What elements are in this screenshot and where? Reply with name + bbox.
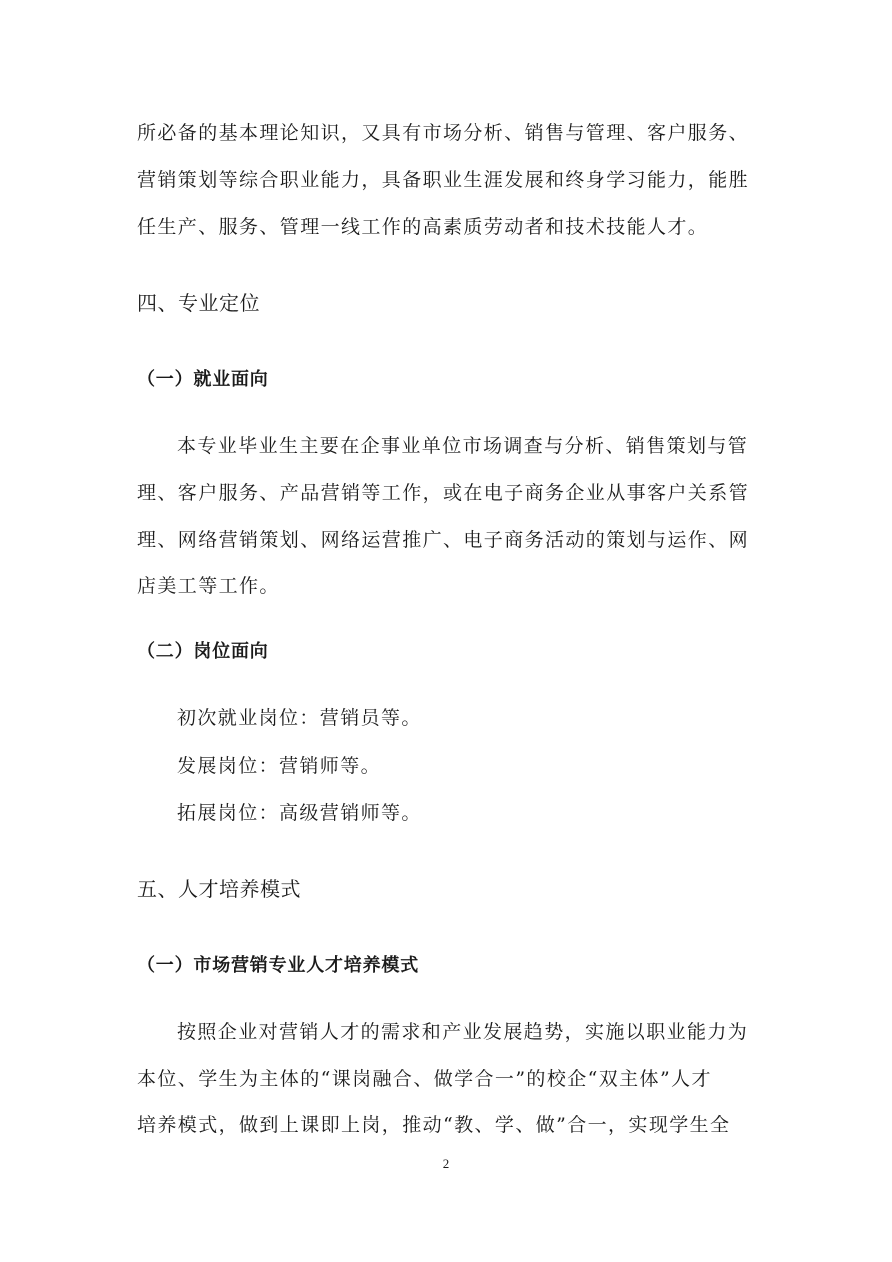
subsection-heading: （二）岗位面向	[137, 641, 269, 662]
paragraph-line: 培养模式，做到上课即上岗，推动“教、学、做”合一，实现学生全	[137, 1114, 731, 1136]
paragraph-line: 任生产、服务、管理一线工作的高素质劳动者和技术技能人才。	[137, 216, 709, 238]
paragraph-line: 店美工等工作。	[137, 575, 280, 597]
subsection-heading: （一）就业面向	[137, 369, 269, 390]
list-item: 发展岗位：营销师等。	[177, 755, 382, 777]
paragraph-line: 营销策划等综合职业能力，具备职业生涯发展和终身学习能力，能胜	[137, 169, 750, 191]
paragraph-line: 理、网络营销策划、网络运营推广、电子商务活动的策划与运作、网	[137, 529, 750, 551]
page-number: 2	[442, 1156, 450, 1171]
paragraph-line: 本位、学生为主体的“课岗融合、做学合一”的校企“双主体”人才	[137, 1068, 712, 1090]
paragraph-line: 本专业毕业生主要在企事业单位市场调查与分析、销售策划与管	[177, 435, 749, 457]
paragraph-line: 所必备的基本理论知识，又具有市场分析、销售与管理、客户服务、	[137, 122, 750, 144]
paragraph-line: 按照企业对营销人才的需求和产业发展趋势，实施以职业能力为	[177, 1021, 749, 1043]
section-heading: 四、专业定位	[137, 291, 260, 315]
section-heading: 五、人才培养模式	[137, 877, 301, 901]
list-item: 初次就业岗位：营销员等。	[177, 707, 422, 729]
subsection-heading: （一）市场营销专业人才培养模式	[137, 955, 419, 976]
list-item: 拓展岗位：高级营销师等。	[177, 802, 422, 824]
paragraph-line: 理、客户服务、产品营销等工作，或在电子商务企业从事客户关系管	[137, 482, 750, 504]
